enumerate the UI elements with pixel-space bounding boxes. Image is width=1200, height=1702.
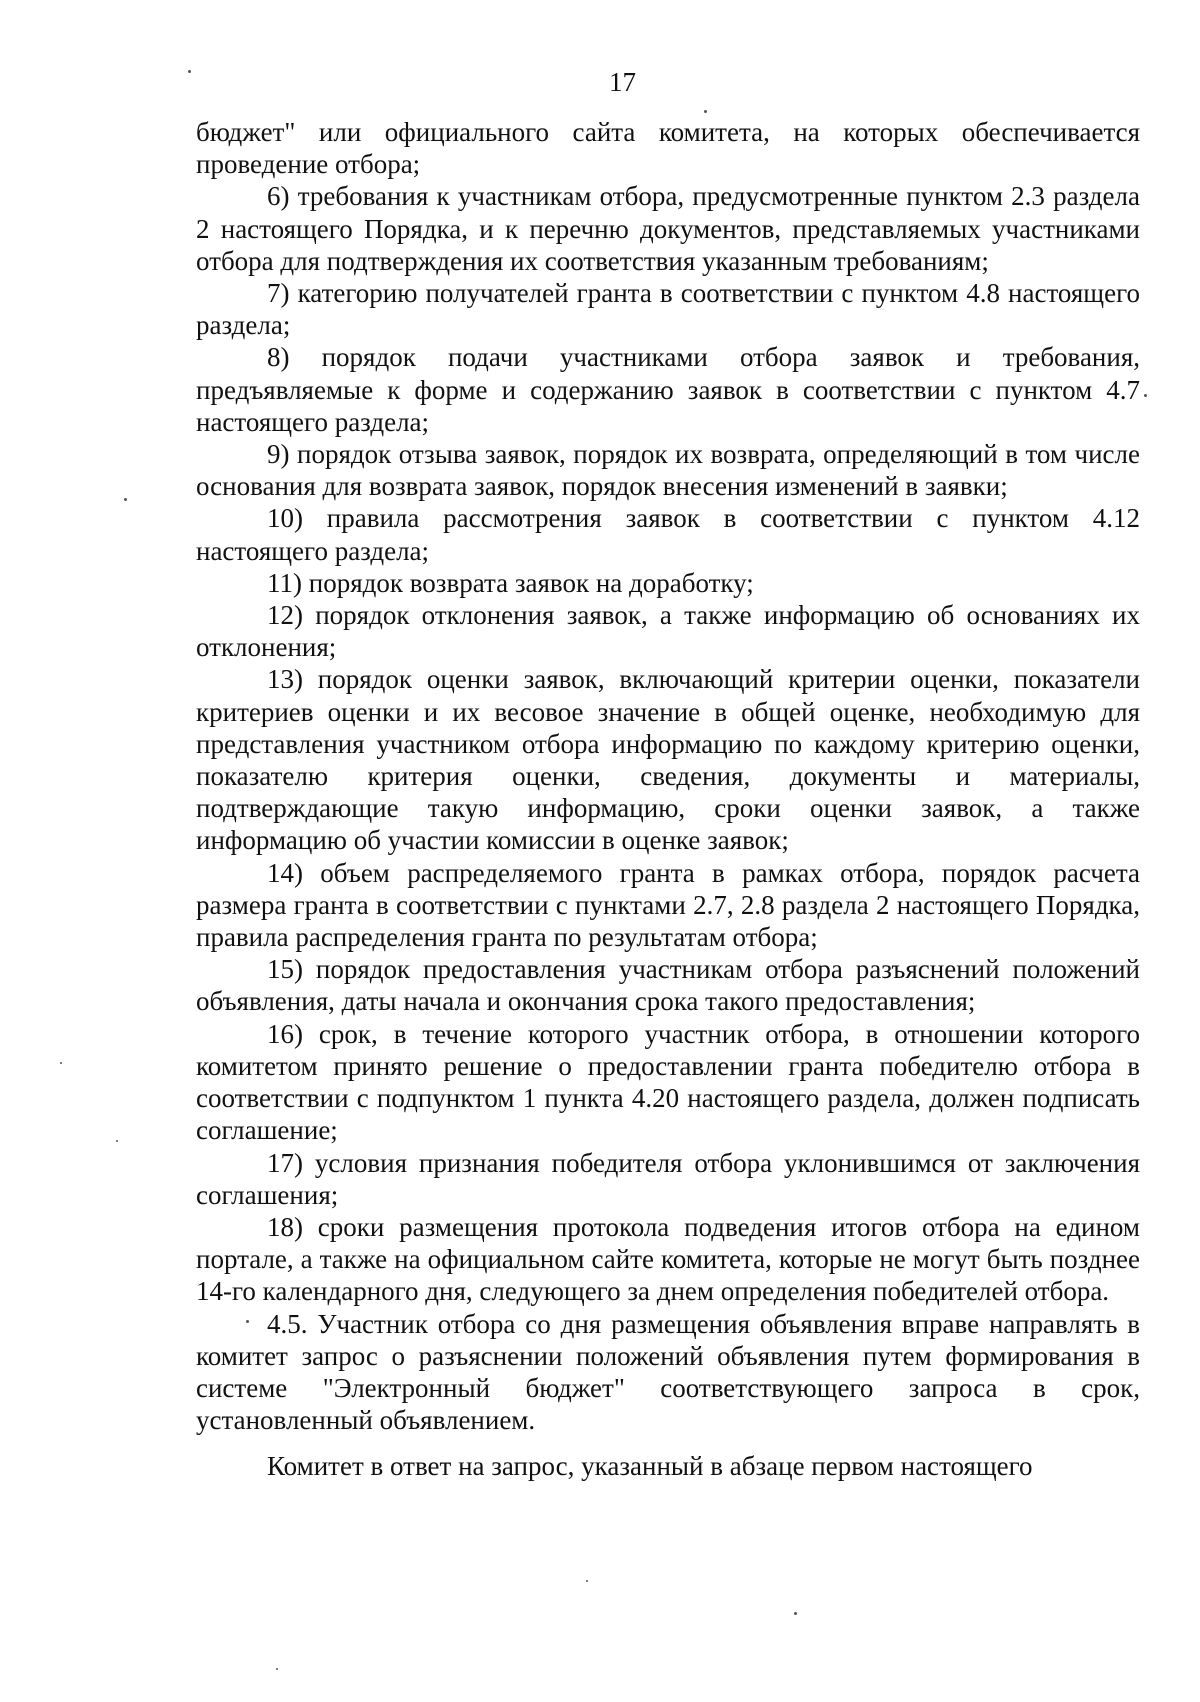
scan-speck bbox=[124, 498, 127, 501]
list-item-13: 13) порядок оценки заявок, включающий критерии оценки, показатели критериев оценки и их весовое значение в общей оценке, необходимую для представления участником отбора информацию по каждому критерию оценки, показателю критерия оценки, сведения, документы и материалы, подтверждающие такую информацию, сроки оценки заявок, а также информацию об участии комиссии в оценке заявок; bbox=[196, 664, 1140, 856]
scan-speck bbox=[246, 1320, 249, 1323]
clause-4-5: 4.5. Участник отбора со дня размещения объявления вправе направлять в комитет запрос о разъяснении положений объявления путем формирования в системе "Электронный бюджет" соответствующего запроса в срок, установленный объявлением. bbox=[196, 1308, 1140, 1436]
list-item-12: 12) порядок отклонения заявок, а также информацию об основаниях их отклонения; bbox=[196, 600, 1140, 663]
scan-speck bbox=[276, 1668, 278, 1670]
scan-speck bbox=[60, 1062, 62, 1064]
list-item-15: 15) порядок предоставления участникам отбора разъяснений положений объявления, даты начала и окончания срока такого предоставления; bbox=[196, 954, 1140, 1017]
list-item-14: 14) объем распределяемого гранта в рамках отбора, порядок расчета размера гранта в соответствии с пунктами 2.7, 2.8 раздела 2 настоящего Порядка, правила распределения гранта по результатам отбора; bbox=[196, 857, 1140, 953]
scan-speck bbox=[794, 1612, 797, 1615]
list-item-6: 6) требования к участникам отбора, предусмотренные пунктом 2.3 раздела 2 настоящего Порядка, и к перечню документов, представляемых участниками отбора для подтверждения их соответствия указанным требованиям; bbox=[196, 181, 1140, 276]
paragraph: бюджет" или официального сайта комитета, на которых обеспечивается проведение отбора; bbox=[196, 117, 1140, 180]
scan-speck bbox=[188, 70, 191, 73]
paragraph-committee-response: Комитет в ответ на запрос, указанный в абзаце первом настоящего bbox=[267, 1451, 1033, 1482]
list-item-18: 18) сроки размещения протокола подведения итогов отбора на едином портале, а также на официальном сайте комитета, которые не могут быть позднее 14-го календарного дня, следующего за днем определения победителей отбора. bbox=[196, 1211, 1140, 1307]
document-body bbox=[196, 116, 1140, 1483]
list-item-11: 11) порядок возврата заявок на доработку; bbox=[267, 567, 754, 598]
scan-speck bbox=[704, 110, 707, 113]
scan-speck bbox=[116, 1140, 118, 1142]
list-item-8: 8) порядок подачи участниками отбора заявок и требования, предъявляемые к форме и содержанию заявок в соответствии с пунктом 4.7 настоящего раздела; bbox=[196, 342, 1140, 437]
list-item-16: 16) срок, в течение которого участник отбора, в отношении которого комитетом принято решение о предоставлении гранта победителю отбора в соответствии с подпунктом 1 пункта 4.20 настоящего раздела, должен подписать соглашение; bbox=[196, 1018, 1140, 1146]
scan-speck bbox=[586, 1580, 588, 1582]
scan-speck bbox=[1144, 394, 1147, 397]
list-item-7: 7) категорию получателей гранта в соответствии с пунктом 4.8 настоящего раздела; bbox=[196, 278, 1140, 341]
list-item-9: 9) порядок отзыва заявок, порядок их возврата, определяющий в том числе основания для возврата заявок, порядок внесения изменений в заявки; bbox=[196, 439, 1140, 502]
list-item-10: 10) правила рассмотрения заявок в соответствии с пунктом 4.12 настоящего раздела; bbox=[196, 503, 1140, 566]
list-item-17: 17) условия признания победителя отбора уклонившимся от заключения соглашения; bbox=[196, 1147, 1140, 1210]
page-number: 17 bbox=[609, 67, 636, 97]
